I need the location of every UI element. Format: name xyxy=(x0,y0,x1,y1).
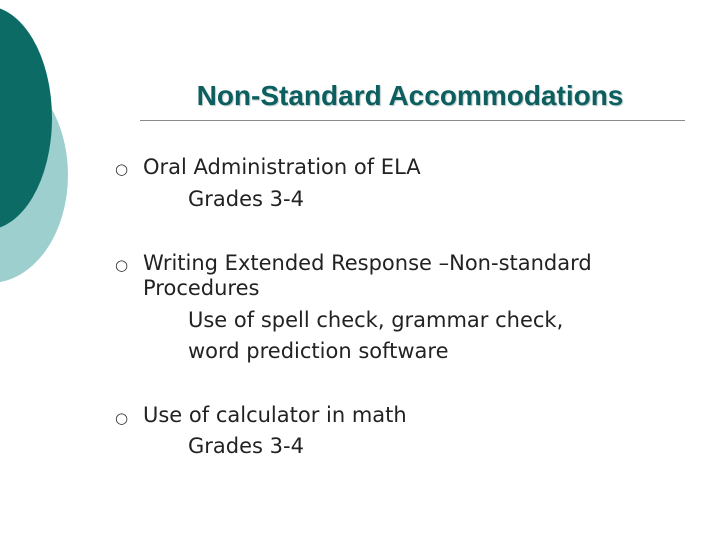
list-subitem: Use of spell check, grammar check, xyxy=(188,308,564,332)
bullet-icon: ○ xyxy=(115,409,129,427)
list-subitem: Grades 3-4 xyxy=(188,434,304,458)
slide-title: Non-Standard Accommodations xyxy=(196,80,624,111)
bullet-icon: ○ xyxy=(115,256,129,274)
list-item: Procedures xyxy=(143,276,260,300)
list-subitem: word prediction software xyxy=(188,339,449,363)
list-subitem: Grades 3-4 xyxy=(188,187,304,211)
list-item: Writing Extended Response –Non-standard xyxy=(143,251,592,275)
title-divider xyxy=(140,120,685,121)
list-item: Use of calculator in math xyxy=(143,403,407,427)
list-item: Oral Administration of ELA xyxy=(143,155,421,179)
bullet-icon: ○ xyxy=(115,160,129,178)
corner-decoration xyxy=(0,0,140,300)
